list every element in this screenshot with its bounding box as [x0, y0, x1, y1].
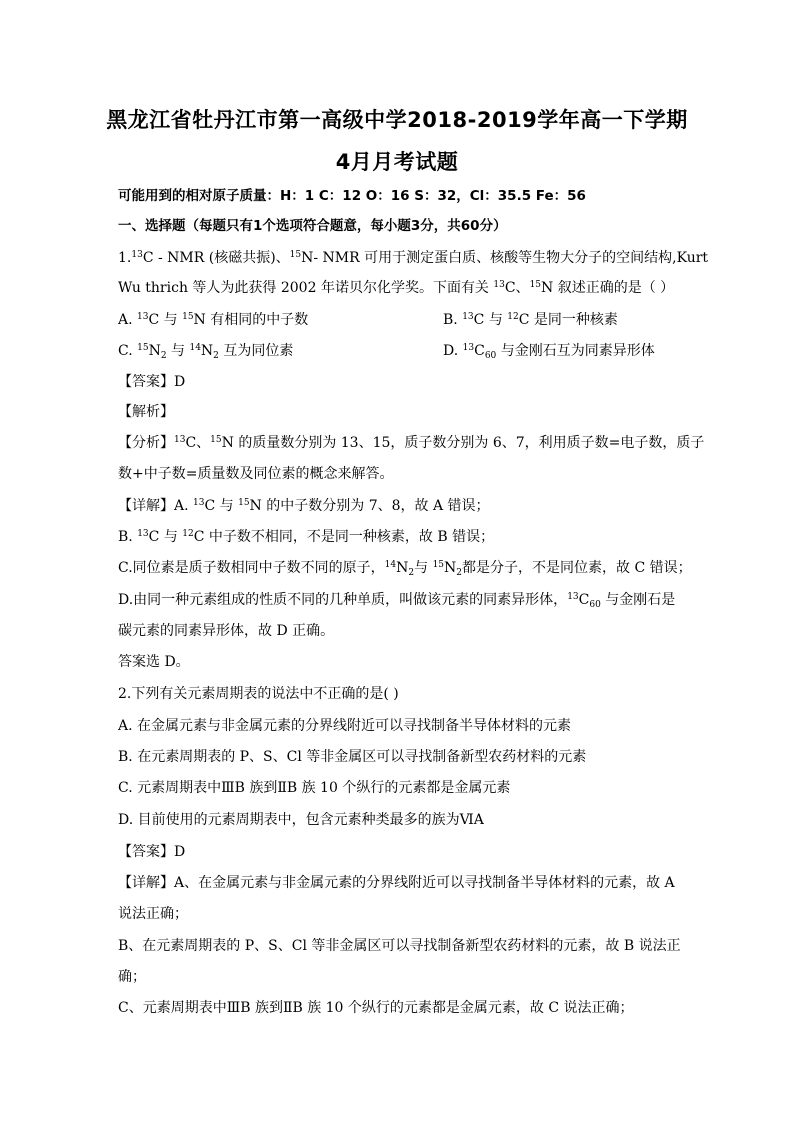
- q1-option-b: B. $^{13}$C 与 $^{12}$C 是同一种核素: [443, 312, 618, 328]
- q1-analysis-label: 【解析】: [118, 404, 174, 420]
- q1-detail-d-line2: 碳元素的同素异形体，故 D 正确。: [118, 623, 335, 639]
- q2-detail-a-line1: 【详解】A、在金属元素与非金属元素的分界线附近可以寻找制备半导体材料的元素，故 A: [118, 875, 675, 891]
- document-title-line1: 黑龙江省牡丹江市第一高级中学2018-2019学年高一下学期: [106, 108, 688, 132]
- q1-fenxi-line2: 数+中子数=质量数及同位素的概念来解答。: [118, 466, 394, 482]
- section-heading: 一、选择题（每题只有1个选项符合题意，每小题3分，共60分）: [118, 218, 507, 234]
- q2-detail-c: C、元素周期表中ⅢB 族到ⅡB 族 10 个纵行的元素都是金属元素，故 C 说法正确；: [118, 1000, 634, 1016]
- q2-option-a: A. 在金属元素与非金属元素的分界线附近可以寻找制备半导体材料的元素: [118, 718, 572, 734]
- q1-option-d: D. $^{13}C_{60}$ 与金刚石互为同素异形体: [443, 343, 655, 361]
- q1-stem-line1: 1.13C - NMR (核磁共振)、$^{15}$N- NMR 可用于测定蛋白质、核酸等生物大分子的空间结构,Kurt: [118, 250, 709, 266]
- q1-detail-a: 【详解】A. $^{13}$C 与 $^{15}$N 的中子数分别为 7、8，故 A 错误；: [118, 498, 490, 514]
- q2-answer: 【答案】D: [118, 844, 186, 860]
- q1-option-c: C. $^{15}N_2$ 与 $^{14}N_2$ 互为同位素: [118, 343, 294, 361]
- q1-detail-c: C.同位素是质子数相同中子数不同的原子，$^{14}N_2$与 $^{15}N_2$都是分子，不是同位素，故 C 错误；: [118, 560, 692, 578]
- q1-detail-b: B. $^{13}$C 与 $^{12}$C 中子数不相同，不是同一种核素，故 B 错误；: [118, 529, 495, 545]
- q2-option-c: C. 元素周期表中ⅢB 族到ⅡB 族 10 个纵行的元素都是金属元素: [118, 780, 511, 796]
- q1-option-a: A. $^{13}$C 与 $^{15}$N 有相同的中子数: [118, 312, 309, 328]
- q2-stem: 2.下列有关元素周期表的说法中不正确的是( ): [118, 686, 399, 702]
- document-title-line2: 4月月考试题: [335, 150, 459, 174]
- q2-detail-b-line1: B、在元素周期表的 P、S、Cl 等非金属区可以寻找制备新型农药材料的元素，故 B 说法正: [118, 938, 681, 954]
- atomic-mass-note: 可能用到的相对原子质量：H：1 C：12 O：16 S：32，Cl：35.5 Fe：56: [118, 188, 586, 204]
- q2-detail-b-line2: 确；: [118, 969, 146, 985]
- q2-detail-a-line2: 说法正确；: [118, 906, 188, 922]
- q2-option-d: D. 目前使用的元素周期表中，包含元素种类最多的族为ⅥA: [118, 812, 484, 828]
- q1-final-answer: 答案选 D。: [118, 654, 190, 670]
- q2-option-b: B. 在元素周期表的 P、S、Cl 等非金属区可以寻找制备新型农药材料的元素: [118, 749, 587, 765]
- q1-answer: 【答案】D: [118, 374, 186, 390]
- q1-fenxi-line1: 【分析】$^{13}$C、$^{15}$N 的质量数分别为 13、15，质子数分别为 6、7，利用质子数=电子数，质子: [118, 435, 705, 451]
- q1-stem-line2: Wu thrich 等人为此获得 2002 年诺贝尔化学奖。下面有关 $^{13}$C、$^{15}$N 叙述正确的是（ ）: [118, 280, 675, 296]
- q1-detail-d-line1: D.由同一种元素组成的性质不同的几种单质，叫做该元素的同素异形体，$^{13}C_{60}$ 与金刚石是: [118, 592, 676, 610]
